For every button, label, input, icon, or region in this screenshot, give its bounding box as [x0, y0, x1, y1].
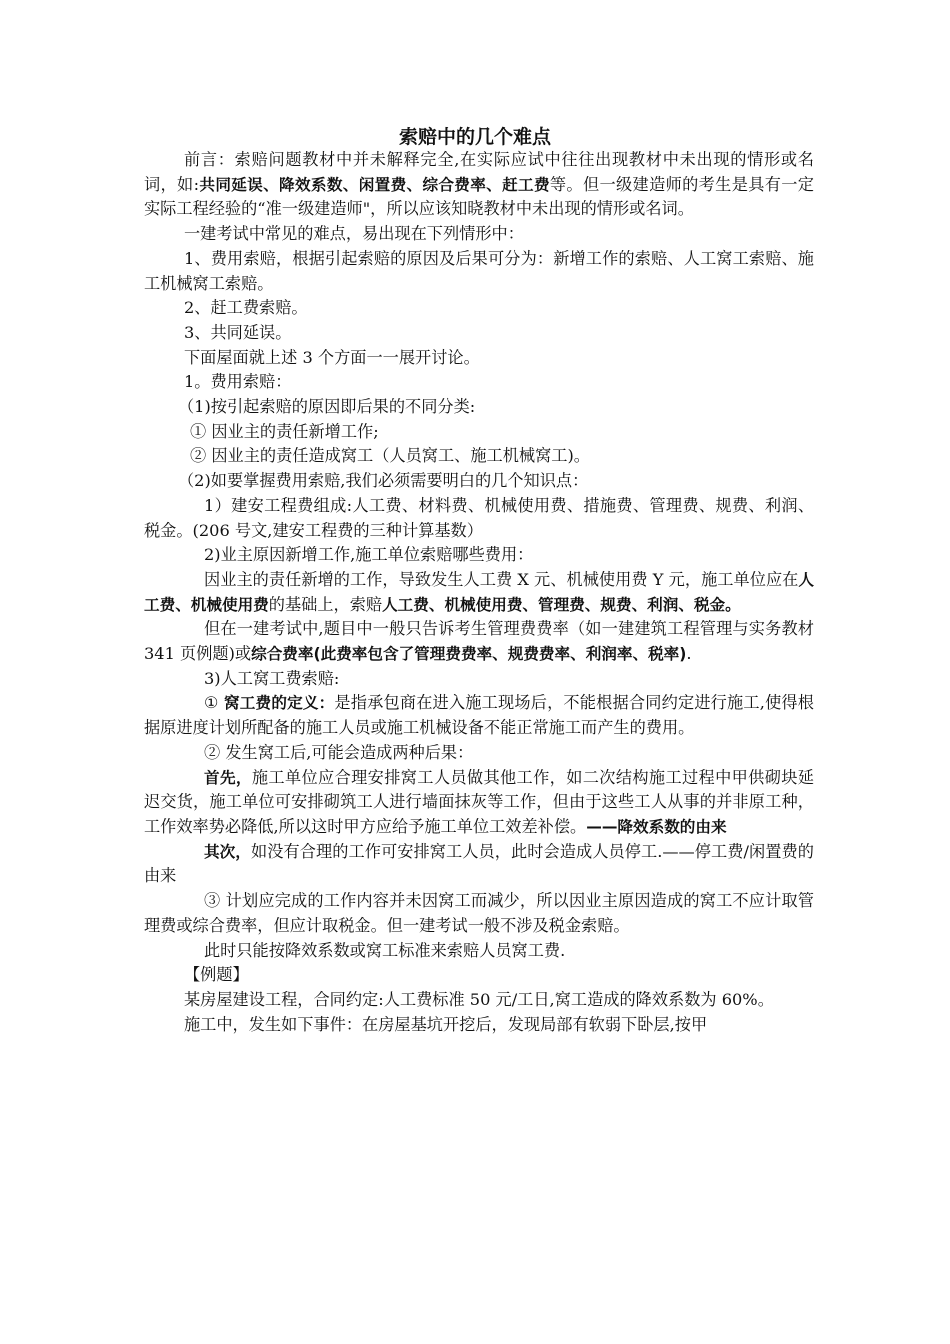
example-heading: 【例题】: [184, 965, 249, 985]
text-run: ①: [204, 693, 225, 713]
section-heading: 1。费用索赔：: [184, 372, 292, 392]
text-run: 但在一建考试中,题目中一般只告诉考生管理费费率（如一建建筑工程管理与实务教材 341 页例题)或: [144, 619, 814, 664]
bold-text: 窝工费的定义：: [224, 694, 335, 713]
text-run: 因业主的责任新增的工作，导致发生人工费 X 元、机械使用费 Y 元，施工单位应在: [204, 569, 799, 589]
paragraph: [144, 840, 814, 889]
paragraph: 1）建安工程费组成:人工费、材料费、机械使用费、措施费、管理费、规费、利润、税金。(206 号文,建安工程费的三种计算基数）: [144, 495, 815, 540]
paragraph: [144, 617, 814, 666]
list-item: 2、赶工费索赔。: [184, 298, 308, 318]
list-item: 3、共同延误。: [184, 322, 292, 342]
list-item: 1、费用索赔，根据引起索赔的原因及后果可分为：新增工作的索赔、人工窝工索赔、施工机械窝工索赔。: [144, 248, 814, 293]
bold-text: 首先，: [204, 768, 252, 787]
paragraph: ② 发生窝工后,可能会造成两种后果：: [204, 742, 474, 762]
paragraph: [144, 766, 814, 840]
list-item: ① 因业主的责任新增工作;: [190, 421, 379, 441]
text-run: 等。但一级建造师的考生是具有一定实际工程经验的“准一级建造师"，所以应该知晓教材中未出现的情形或名词。: [144, 174, 814, 219]
subsection-heading: （1)按引起索赔的原因即后果的不同分类:: [178, 397, 476, 417]
paragraph: 某房屋建设工程，合同约定:人工费标准 50 元/工日,窝工造成的降效系数为 60%。: [184, 989, 774, 1009]
paragraph: 2)业主原因新增工作,施工单位索赔哪些费用：: [204, 545, 534, 565]
text-run: .: [686, 644, 692, 664]
paragraph: ③ 计划应完成的工作内容并未因窝工而减少，所以因业主原因造成的窝工不应计取管理费或综合费率，但应计取税金。但一建考试一般不涉及税金索赔。: [144, 891, 814, 935]
text-run: 是指承包商在进入施工现场后，不能根据合同约定进行施工,使得根据原进度计划所配备的施工人员或施工机械设备不能正常施工而产生的费用。: [144, 693, 814, 738]
paragraph: 一建考试中常见的难点，易出现在下列情形中：: [184, 224, 524, 244]
bold-text: 人工费、机械使用费: [144, 570, 814, 614]
bold-text: 其次，: [204, 842, 251, 861]
list-item: ② 因业主的责任造成窝工（人员窝工、施工机械窝工)。: [190, 446, 590, 466]
paragraph: 3)人工窝工费索赔:: [204, 668, 340, 688]
text-run: 施工单位应合理安排窝工人员做其他工作，如二次结构施工过程中甲供砌块延迟交货，施工单位可安排砌筑工人进行墙面抹灰等工作，但由于这些工人从事的并非原工种，工作效率势必降低,所以这时甲方应给予施工单位工效差补偿。: [144, 767, 814, 836]
paragraph: 此时只能按降效系数或窝工标准来索赔人员窝工费.: [204, 940, 566, 960]
bold-text: 人工费、机械使用费、管理费、规费、利润、税金。: [382, 595, 741, 614]
text-run: 前言：索赔问题教材中并未解释完全,在实际应试中往往出现教材中未出现的情形或名词，如:: [144, 150, 814, 194]
paragraph: 下面屋面就上述 3 个方面一一展开讨论。: [184, 347, 480, 367]
bold-text: 综合费率(此费率包含了管理费费率、规费费率、利润率、税率): [251, 645, 687, 664]
paragraph: [144, 568, 814, 617]
document-title: 索赔中的几个难点: [398, 126, 551, 148]
bold-text: ——降效系数的由来: [586, 817, 727, 836]
text-run: 的基础上，索赔: [268, 594, 383, 614]
subsection-heading: （2)如要掌握费用索赔,我们必须需要明白的几个知识点：: [178, 471, 589, 491]
preface-paragraph: [144, 148, 814, 222]
bold-terms: 共同延误、降效系数、闲置费、综合费率、赶工费: [199, 175, 550, 194]
paragraph: [144, 691, 814, 740]
paragraph: 施工中，发生如下事件：在房屋基坑开挖后，发现局部有软弱下卧层,按甲: [184, 1014, 708, 1034]
text-run: 如没有合理的工作可安排窝工人员，此时会造成人员停工.——停工费/闲置费的由来: [144, 841, 814, 886]
document-body: [144, 148, 814, 1037]
